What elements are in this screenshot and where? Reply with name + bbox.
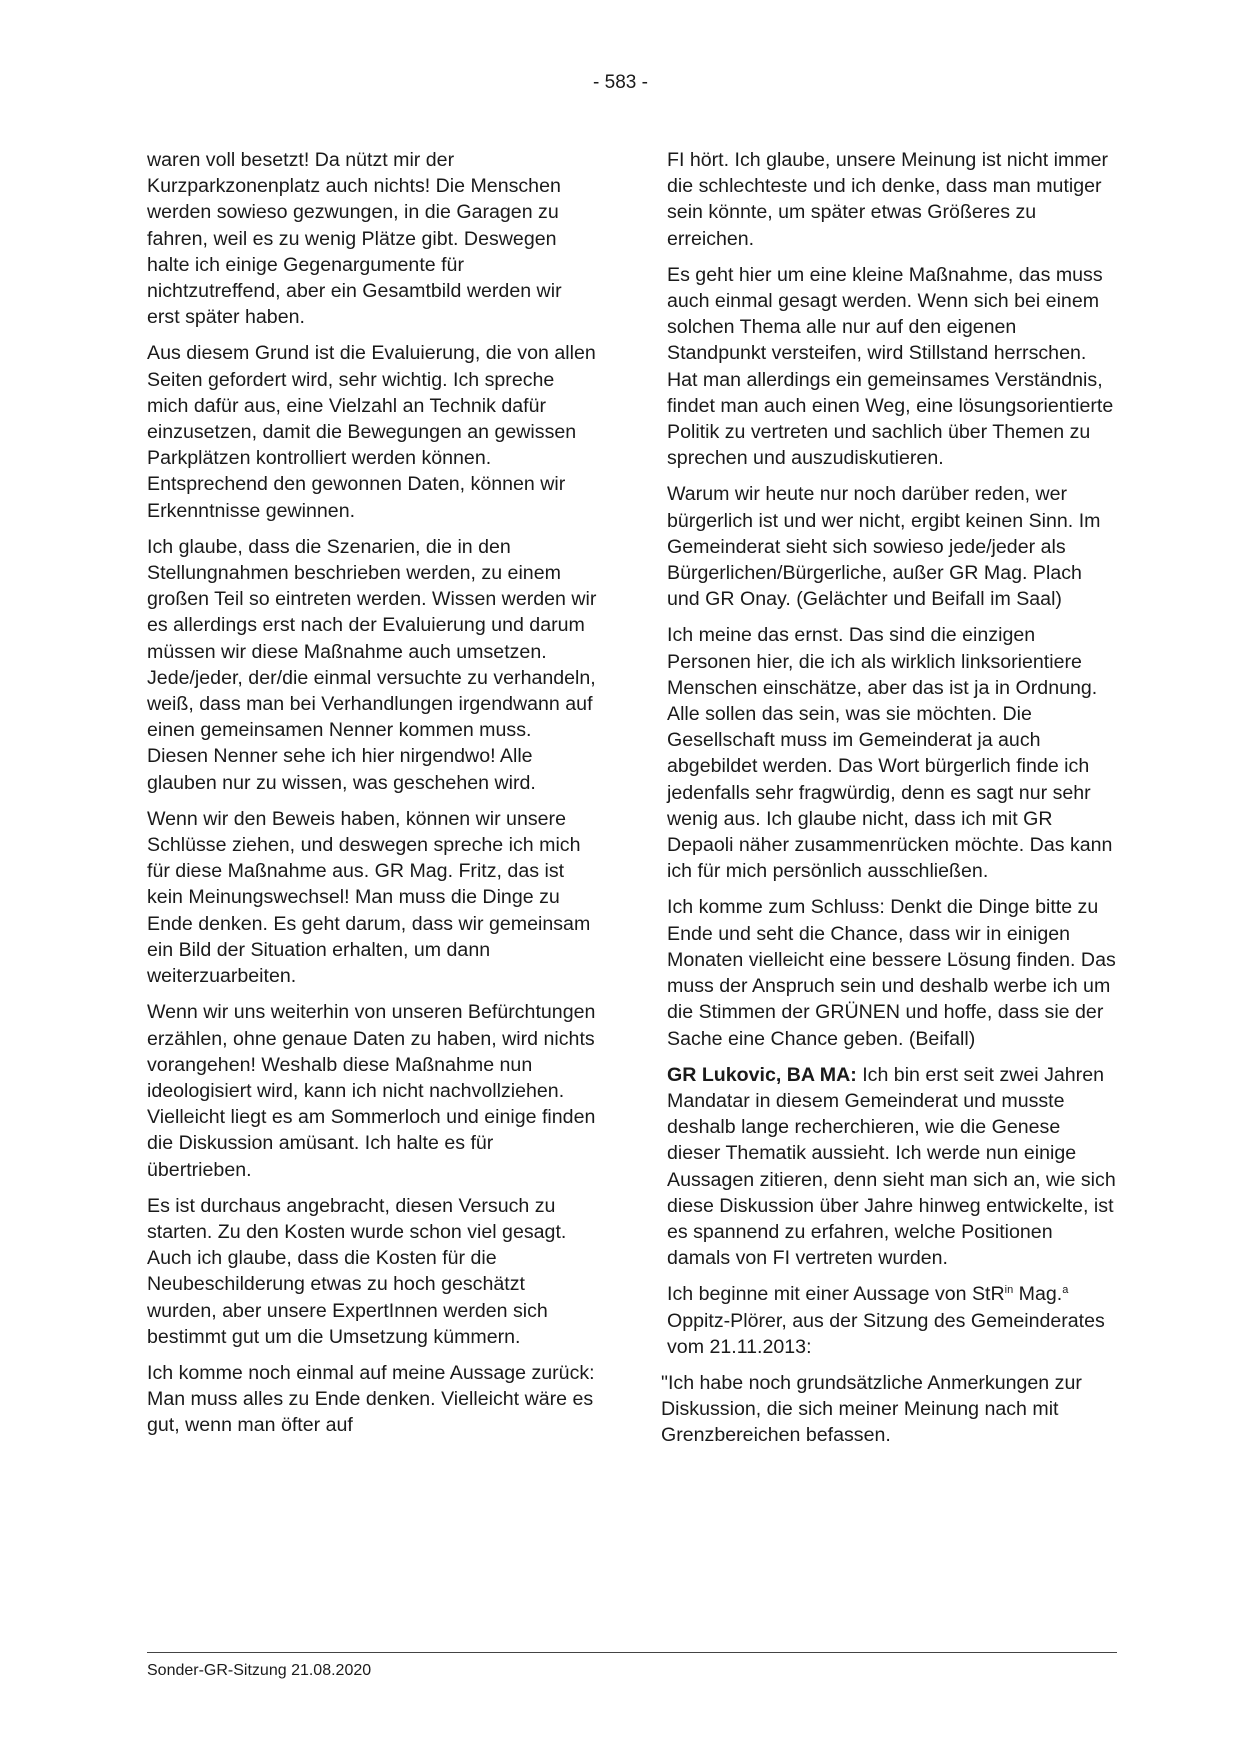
footer-divider — [147, 1652, 1117, 1653]
paragraph — [667, 1281, 1117, 1360]
page-number: - 583 - — [593, 72, 648, 93]
left-column — [147, 147, 597, 1449]
quote-paragraph: "Ich habe noch grundsätzliche Anmerkungen zur Diskussion, die sich meiner Meinung nach mit Grenzbereichen befassen. — [661, 1371, 1082, 1447]
text-run: Mag. — [1013, 1283, 1063, 1306]
paragraph: Ich komme zum Schluss: Denkt die Dinge bitte zu Ende und seht die Chance, dass wir in einigen Monaten vielleicht eine bessere Lösung finden. Das muss der Anspruch sein und deshalb werbe ich um die Stimmen der GRÜNEN und hoffe, dass sie der Sache eine Chance geben. (Beifall) — [667, 896, 1116, 1050]
right-column — [661, 147, 1117, 1459]
text-run: Oppitz-Plörer, aus der Sitzung des Gemeinderates vom 21.11.2013: — [667, 1309, 1105, 1358]
paragraph: waren voll besetzt! Da nützt mir der Kurzparkzonenplatz auch nichts! Die Menschen werden sowieso gezwungen, in die Garagen zu fahren, weil es zu wenig Plätze gibt. Deswegen halte ich einige Gegenargumente für nichtzutreffend, aber ein Gesamtbild werden wir erst später haben. — [147, 149, 562, 329]
paragraph: Warum wir heute nur noch darüber reden, wer bürgerlich ist und wer nicht, ergibt keinen Sinn. Im Gemeinderat sieht sich sowieso jede/jeder als Bürgerlichen/Bürgerliche, außer GR Mag. Plach und GR Onay. (Gelächter und Beifall im Saal) — [667, 483, 1101, 611]
paragraph: Ich komme noch einmal auf meine Aussage zurück: Man muss alles zu Ende denken. Vielleicht wäre es gut, wenn man öfter auf — [147, 1361, 595, 1437]
paragraph: Wenn wir den Beweis haben, können wir unsere Schlüsse ziehen, und deswegen spreche ich mich für diese Maßnahme aus. GR Mag. Fritz, das ist kein Meinungswechsel! Man muss die Dinge zu Ende denken. Es geht darum, dass wir gemeinsam ein Bild der Situation erhalten, um dann weiterzuarbeiten. — [147, 807, 591, 988]
superscript: in — [1004, 1284, 1014, 1297]
paragraph: Aus diesem Grund ist die Evaluierung, die von allen Seiten gefordert wird, sehr wichtig. Ich spreche mich dafür aus, eine Vielzahl an Technik dafür einzusetzen, damit die Bewegungen an gewissen Parkplätzen kontrolliert werden können. Entsprechend den gewonnen Daten, können wir Erkenntnisse gewinnen. — [147, 342, 596, 522]
paragraph: Wenn wir uns weiterhin von unseren Befürchtungen erzählen, ohne genaue Daten zu haben, wird nichts vorangehen! Weshalb diese Maßnahme nun ideologisiert wird, kann ich nicht nachvollziehen. Vielleicht liegt es am Sommerloch und einige finden die Diskussion amüsant. Ich halte es für übertrieben. — [147, 1001, 596, 1181]
paragraph: Es geht hier um eine kleine Maßnahme, das muss auch einmal gesagt werden. Wenn sich bei einem solchen Thema alle nur auf den eigenen Standpunkt versteifen, wird Stillstand herrschen. Hat man allerdings ein gemeinsames Verständnis, findet man auch einen Weg, eine lösungsorientierte Politik zu vertreten und sachlich über Themen zu sprechen und auszudiskutieren. — [667, 263, 1114, 470]
speech-text: Ich bin erst seit zwei Jahren Mandatar in diesem Gemeinderat und musste deshalb lange recherchieren, wie die Genese dieser Thematik aussieht. Ich werde nun einige Aussagen zitieren, denn sieht man sich an, wie sich diese Diskussion über Jahre hinweg entwickelte, ist es spannend zu erfahren, welche Positionen damals von FI vertreten wurden. — [667, 1063, 1116, 1270]
paragraph: FI hört. Ich glaube, unsere Meinung ist nicht immer die schlechteste und ich denke, dass man mutiger sein könnte, um später etwas Größeres zu erreichen. — [667, 149, 1109, 250]
text-run: Ich beginne mit einer Aussage von StR — [667, 1283, 1005, 1306]
speaker-paragraph — [667, 1062, 1117, 1272]
speaker-name: GR Lukovic, BA MA: — [667, 1063, 857, 1086]
paragraph: Ich meine das ernst. Das sind die einzigen Personen hier, die ich als wirklich linksorientiere Menschen einschätze, aber das ist ja in Ordnung. Alle sollen das sein, was sie möchten. Die Gesellschaft muss im Gemeinderat ja auch abgebildet werden. Das Wort bürgerlich finde ich jedenfalls sehr fragwürdig, denn es sagt nur sehr wenig aus. Ich glaube nicht, dass ich mit GR Depaoli näher zusammenrücken möchte. Das kann ich für mich persönlich ausschließen. — [667, 624, 1113, 883]
footer-text: Sonder-GR-Sitzung 21.08.2020 — [147, 1662, 372, 1679]
superscript: a — [1062, 1284, 1069, 1297]
paragraph: Es ist durchaus angebracht, diesen Versuch zu starten. Zu den Kosten wurde schon viel gesagt. Auch ich glaube, dass die Kosten für die Neubeschilderung etwas zu hoch geschätzt wurden, aber unsere ExpertInnen werden sich bestimmt gut um die Umsetzung kümmern. — [147, 1194, 567, 1348]
paragraph: Ich glaube, dass die Szenarien, die in den Stellungnahmen beschrieben werden, zu einem großen Teil so eintreten werden. Wissen werden wir es allerdings erst nach der Evaluierung und darum müssen wir diese Maßnahme auch umsetzen. Jede/jeder, der/die einmal versuchte zu verhandeln, weiß, dass man bei Verhandlungen irgendwann auf einen gemeinsamen Nenner kommen muss. Diesen Nenner sehe ich hier nirgendwo! Alle glauben nur zu wissen, was geschehen wird. — [147, 535, 597, 794]
